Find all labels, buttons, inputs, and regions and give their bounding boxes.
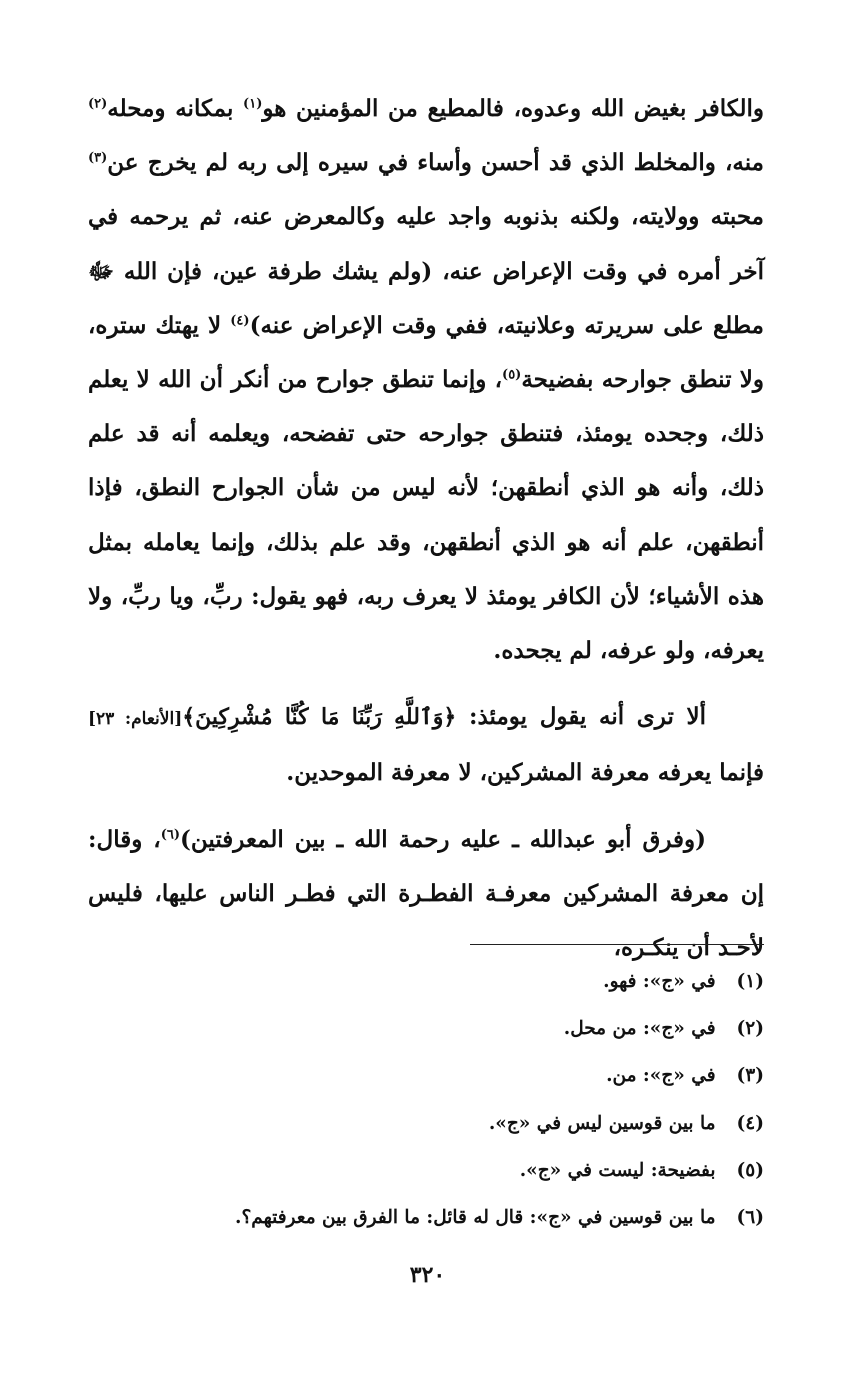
footnote-text: ما بين قوسين ليس في «ج».	[488, 1112, 716, 1134]
footnotes	[88, 958, 764, 1241]
footnote-number: (٣)	[736, 1065, 764, 1087]
footnote-5	[88, 1147, 764, 1194]
text-run: منه، والمخلط الذي قد أحسن وأساء في سيره إلى ربه لم يخرج عن	[107, 149, 764, 177]
footnote-3	[88, 1052, 764, 1099]
footnote-number: (٢)	[736, 1018, 764, 1040]
footnote-number: (٤)	[736, 1112, 764, 1134]
footnote-4	[88, 1100, 764, 1147]
footnote-marker-4: (٤)	[230, 313, 250, 329]
page-number: ٣٢٠	[409, 1262, 446, 1288]
footnote-number: (٥)	[736, 1159, 764, 1181]
text-run: بمكانه ومحله	[107, 95, 244, 122]
footnote-text: في «ج»: فهو.	[603, 971, 716, 992]
footnote-6	[88, 1194, 764, 1241]
paragraph-2	[88, 690, 764, 800]
footnote-number: (١)	[736, 971, 764, 992]
footnote-text: في «ج»: من.	[606, 1065, 716, 1087]
footnote-text: ما بين قوسين في «ج»: قال له قائل: ما الفرق بين معرفتهم؟.	[235, 1207, 716, 1229]
footnote-marker-2: (٢)	[88, 96, 108, 112]
text-run: ألا ترى أنه يقول يومئذ:	[456, 703, 707, 731]
footnote-number: (٦)	[736, 1207, 764, 1229]
footnote-marker-5: (٥)	[502, 367, 522, 383]
footnote-separator	[470, 944, 764, 945]
main-text	[88, 82, 764, 975]
paragraph-1	[88, 82, 764, 678]
text-run: ، وإنما تنطق جوارح من أنكر أن الله لا يعلم ذلك، وجحده يومئذ، فتنطق جوارحه حتى تفضحه، ويعلمه أنه قد علم ذلك، وأنه هو الذي أنطقهن؛ لأنه ليس من شأن الجوارح النطق، فإذا أنطقهن، علم أنه هو الذي أنطقهن، وقد علم بذلك، وإنما يعامله بمثل هذه الأشياء؛ لأن الكافر يومئذ لا يعرف ربه، فهو يقول: ربِّ، ويا ربِّ، ولا يعرفه، ولو عرفه، لم يجحده.	[88, 366, 764, 665]
paragraph-3	[88, 813, 764, 976]
footnote-text: بفضيحة: ليست في «ج».	[519, 1159, 716, 1181]
footnote-marker-6: (٦)	[160, 826, 181, 842]
text-run: فإنما يعرفه معرفة المشركين، لا معرفة الموحدين.	[286, 759, 764, 787]
footnote-marker-3: (٣)	[88, 150, 108, 166]
footnote-2	[88, 1005, 764, 1052]
text-run: محبته وولايته، ولكنه بذنوبه واجد عليه وكالمعرض عنه، ثم يرحمه في آخر أمره في وقت الإعراض عنه، (ولم يشك طرفة عين، فإن الله ﷻ مطلع على سريرته وعلانيته، ففي وقت الإعراض عنه)	[88, 203, 764, 339]
footnote-marker-1: (١)	[243, 96, 263, 112]
footnote-text: في «ج»: من محل.	[563, 1018, 716, 1040]
quran-verse: ﴿وَٱللَّهِ رَبِّنَا مَا كُنَّا مُشْرِكِينَ﴾	[182, 704, 457, 731]
text-run: لا يهتك ستره، ولا تنطق جوارحه بفضيحة	[88, 311, 764, 394]
text-run: والكافر بغيض الله وعدوه، فالمطيع من المؤمنين هو	[262, 95, 765, 122]
footnote-1	[88, 958, 764, 1005]
verse-reference: [الأنعام: ٢٣]	[88, 709, 183, 730]
text-run: ، وقال: إن معرفة المشركين معرفـة الفطـرة التي فطـر الناس عليها، فليس لأحـد أن ينكـره،	[88, 825, 764, 962]
text-run: (وفرق أبو عبدالله ـ عليه رحمة الله ـ بين المعرفتين)	[180, 825, 706, 853]
